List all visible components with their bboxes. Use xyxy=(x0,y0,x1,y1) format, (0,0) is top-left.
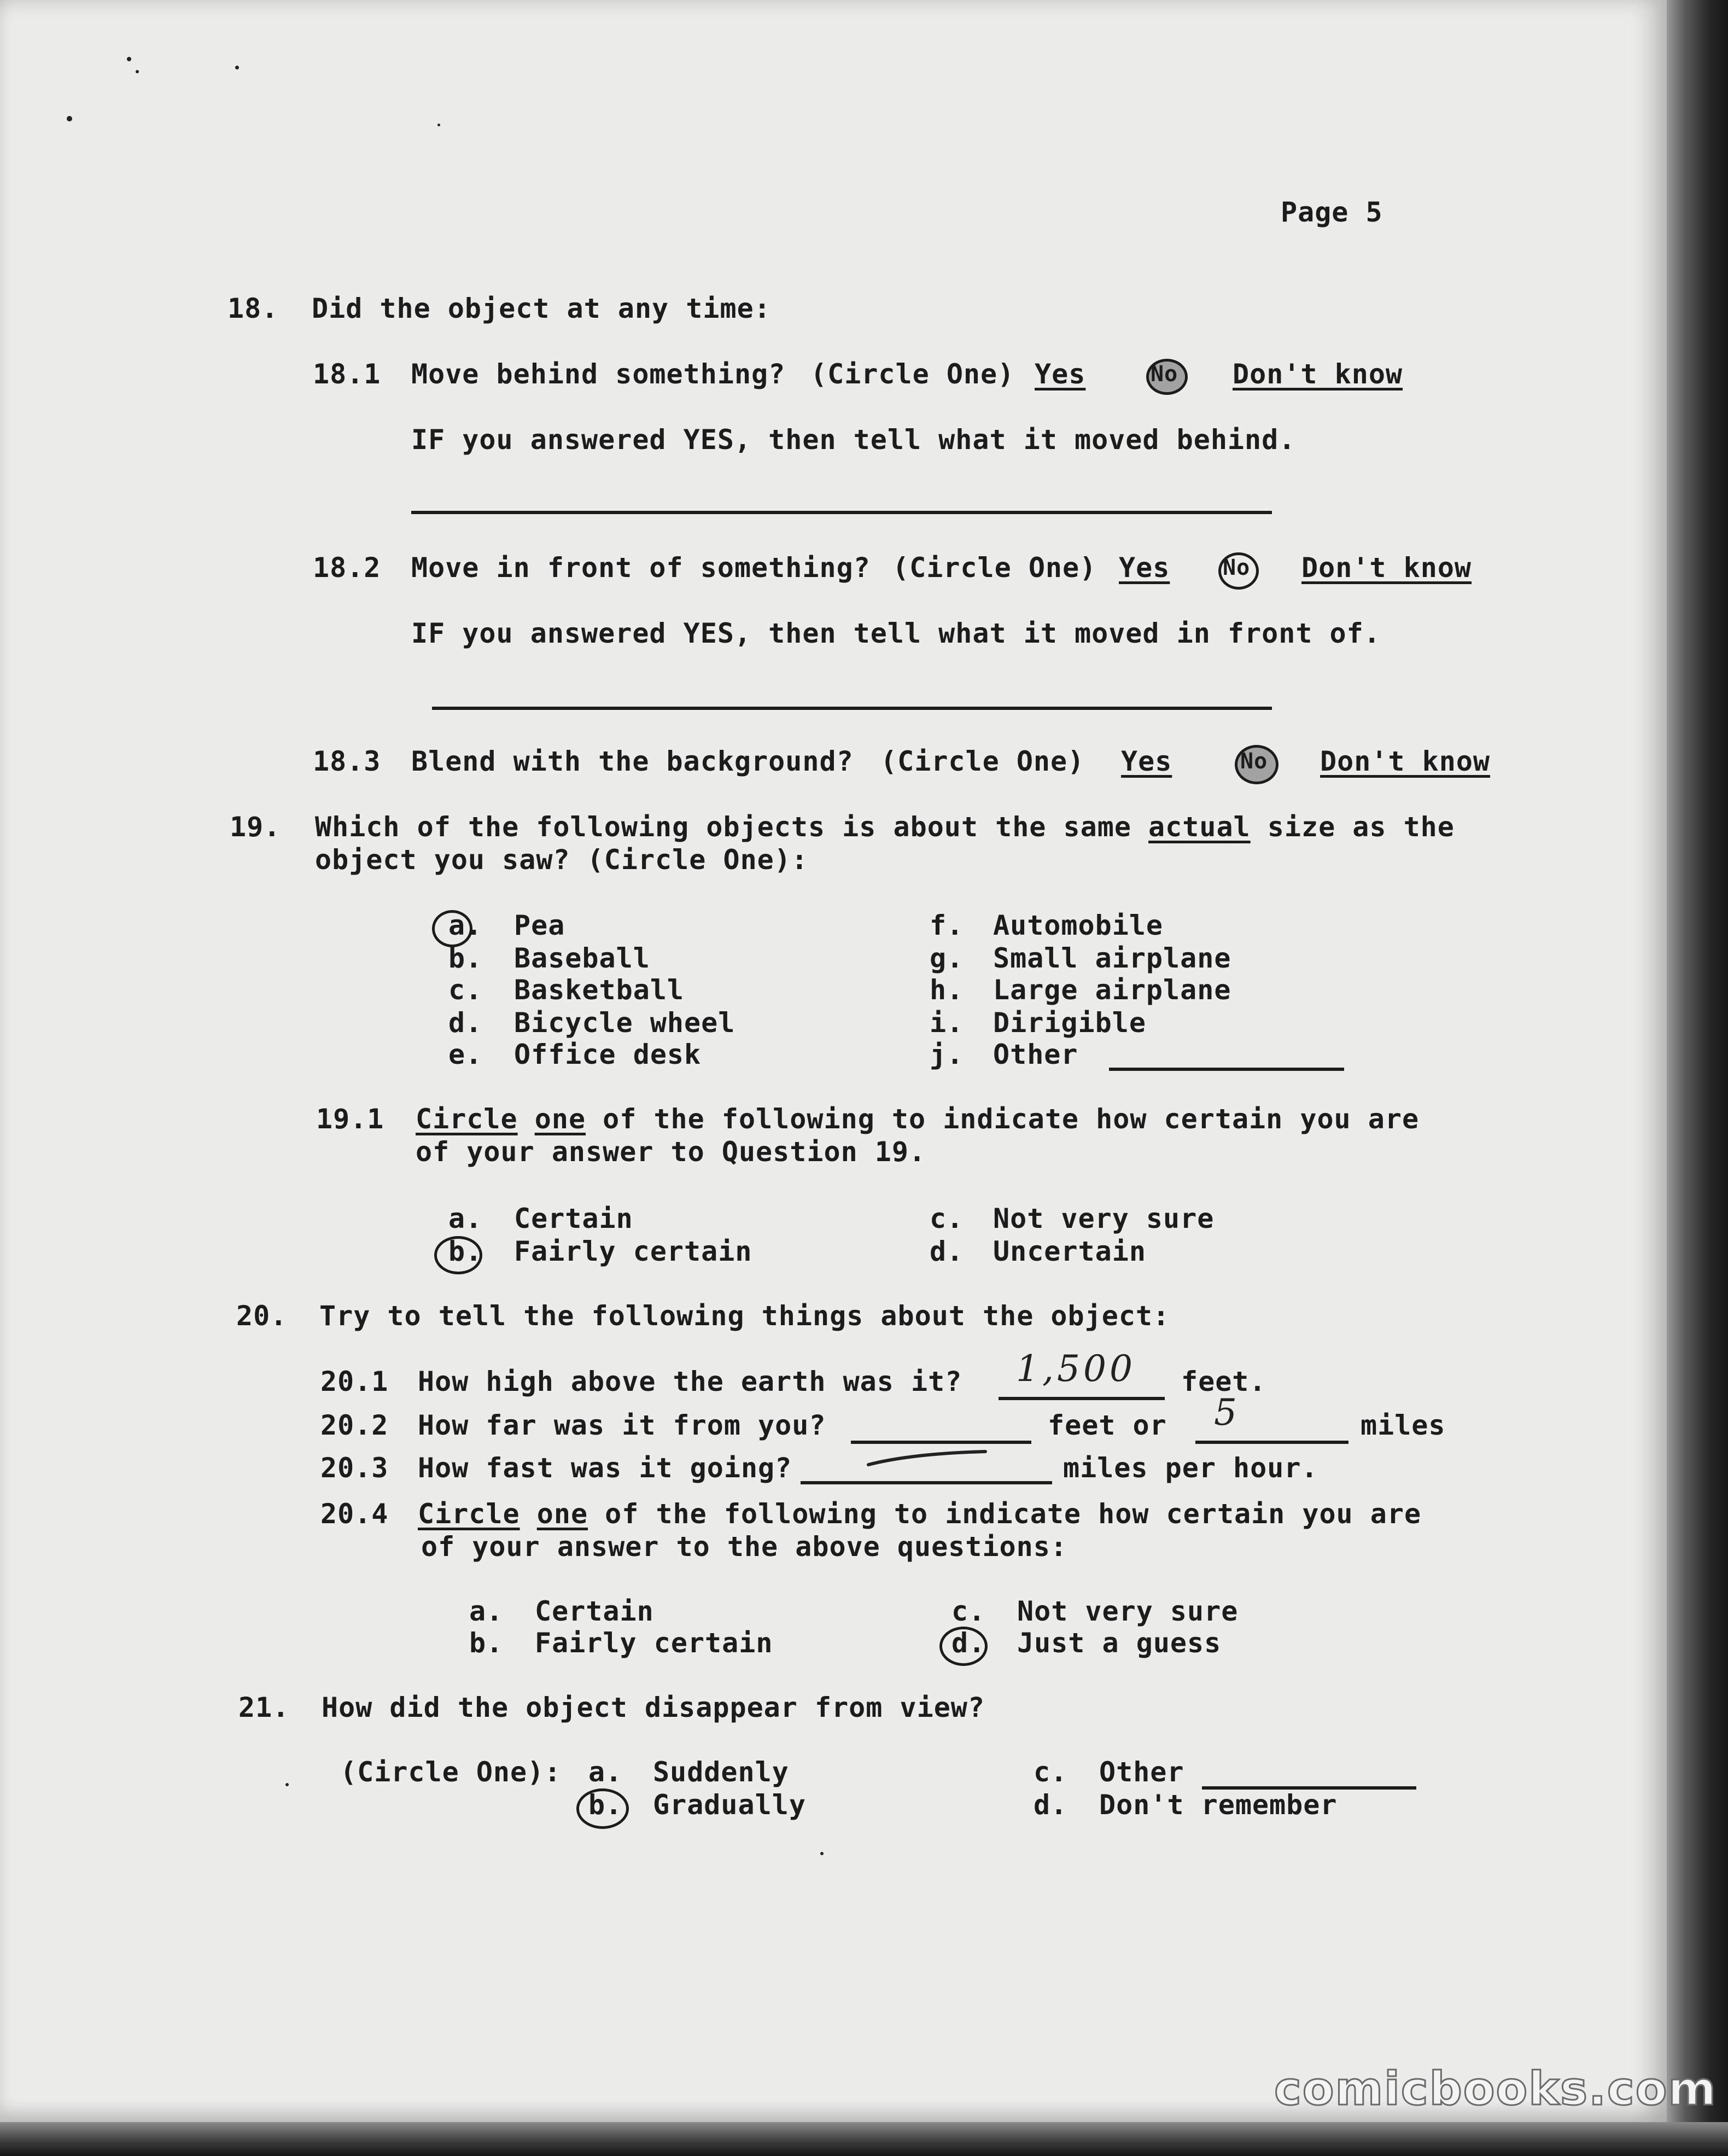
q19-1-option-c-letter[interactable]: c. xyxy=(930,1203,964,1234)
q19-option-c-label[interactable]: Basketball xyxy=(514,974,685,1006)
q19-option-g-letter[interactable]: g. xyxy=(930,942,964,974)
q18-2-answer-line[interactable] xyxy=(432,707,1272,710)
ink-speck xyxy=(67,116,72,121)
q20-3-answer-line[interactable] xyxy=(801,1481,1052,1484)
q20-4-one-word: one xyxy=(536,1498,588,1530)
q18-3-number: 18.3 xyxy=(313,745,381,777)
q19-option-i-letter[interactable]: i. xyxy=(930,1007,964,1039)
q19-1-text-line2: of your answer to Question 19. xyxy=(416,1136,926,1168)
q20-4-option-b-label[interactable]: Fairly certain xyxy=(535,1627,773,1659)
q19-option-d-label[interactable]: Bicycle wheel xyxy=(514,1007,735,1039)
q18-2-option-dont-know[interactable]: Don't know xyxy=(1301,552,1472,584)
q20-4-number: 20.4 xyxy=(320,1498,389,1530)
watermark: comicbooks.com xyxy=(1274,2062,1717,2116)
q19-option-e-label[interactable]: Office desk xyxy=(514,1039,702,1070)
q21-number: 21. xyxy=(238,1692,290,1723)
q20-2-handwritten-miles[interactable]: 5 xyxy=(1214,1391,1240,1434)
q20-4-option-d-letter[interactable]: d. xyxy=(951,1627,986,1659)
q20-3-number: 20.3 xyxy=(320,1452,389,1484)
q20-1-handwritten-answer[interactable]: 1,500 xyxy=(1016,1348,1136,1390)
q20-number: 20. xyxy=(236,1300,288,1332)
q18-2-no-circle-mark xyxy=(1218,552,1259,590)
q19-1-option-b-letter[interactable]: b. xyxy=(448,1236,483,1267)
q20-4-text-post: of the following to indicate how certain you are xyxy=(588,1498,1422,1530)
q20-2-feet-line[interactable] xyxy=(851,1441,1031,1444)
q19-1-option-a-letter[interactable]: a. xyxy=(448,1203,483,1234)
q21-option-d-label[interactable]: Don't remember xyxy=(1099,1789,1338,1821)
q19-option-d-letter[interactable]: d. xyxy=(448,1007,483,1039)
q18-1-text: Move behind something? xyxy=(411,358,786,390)
q20-2-miles-line[interactable] xyxy=(1195,1441,1348,1444)
q19-1-option-c-label[interactable]: Not very sure xyxy=(993,1203,1215,1234)
q20-3-text: How fast was it going? xyxy=(418,1452,792,1484)
q19-other-blank[interactable] xyxy=(1109,1068,1344,1071)
q18-1-circle-prompt: (Circle One) xyxy=(810,358,1015,390)
q19-1-option-b-label[interactable]: Fairly certain xyxy=(514,1236,752,1267)
q20-text: Try to tell the following things about the object: xyxy=(319,1300,1170,1332)
q20-1-unit: feet. xyxy=(1181,1366,1266,1397)
q19-option-h-label[interactable]: Large airplane xyxy=(993,974,1231,1006)
q18-3-option-no[interactable]: No xyxy=(1240,749,1268,774)
q21-option-b-label[interactable]: Gradually xyxy=(653,1789,806,1821)
q21-option-d-letter[interactable]: d. xyxy=(1034,1789,1068,1821)
q20-3-dash-mark xyxy=(864,1448,990,1470)
page-number: Page 5 xyxy=(1281,196,1383,228)
q19-option-e-letter[interactable]: e. xyxy=(448,1039,483,1070)
q19-1-option-a-label[interactable]: Certain xyxy=(514,1203,633,1234)
q19-1-text-line1 xyxy=(416,1103,1419,1135)
q20-4-text-line1 xyxy=(418,1497,1421,1530)
q18-3-text: Blend with the background? xyxy=(411,745,854,777)
q18-1-number: 18.1 xyxy=(313,358,381,390)
q18-2-follow-up: IF you answered YES, then tell what it moved in front of. xyxy=(411,617,1381,649)
q19-1-option-d-letter[interactable]: d. xyxy=(930,1236,964,1267)
q20-4-option-c-label[interactable]: Not very sure xyxy=(1017,1595,1239,1627)
q18-2-text: Move in front of something? xyxy=(411,552,871,584)
q19-text-line2: object you saw? (Circle One): xyxy=(315,844,808,876)
q19-option-a-label[interactable]: Pea xyxy=(514,910,565,941)
q18-3-no-circle-mark xyxy=(1235,745,1279,784)
q20-2-text: How far was it from you? xyxy=(418,1409,826,1441)
q18-3-option-yes[interactable]: Yes xyxy=(1121,745,1172,777)
q19-option-i-label[interactable]: Dirigible xyxy=(993,1007,1146,1039)
q20-4-option-a-label[interactable]: Certain xyxy=(535,1595,654,1627)
q21-option-c-label[interactable]: Other xyxy=(1099,1756,1184,1788)
ink-speck xyxy=(235,66,239,69)
q19-option-f-label[interactable]: Automobile xyxy=(993,910,1164,941)
q20-4-space xyxy=(520,1498,537,1530)
q21-option-a-label[interactable]: Suddenly xyxy=(653,1756,789,1788)
q19-1-space xyxy=(518,1103,535,1135)
q20-3-unit: miles per hour. xyxy=(1063,1452,1318,1484)
scan-edge-right xyxy=(1667,0,1728,2156)
q19-option-b-label[interactable]: Baseball xyxy=(514,942,650,974)
q19-option-c-letter[interactable]: c. xyxy=(448,974,483,1006)
q19-option-h-letter[interactable]: h. xyxy=(930,974,964,1006)
q21-circle-prompt: (Circle One): xyxy=(340,1756,562,1788)
q21-option-b-letter[interactable]: b. xyxy=(588,1789,623,1821)
q20-2-unit-feet: feet or xyxy=(1048,1409,1167,1441)
scan-edge-bottom xyxy=(0,2122,1728,2156)
q19-option-j-letter[interactable]: j. xyxy=(930,1039,964,1070)
q19-1-text-post: of the following to indicate how certain you are xyxy=(586,1103,1420,1135)
q20-4-option-a-letter[interactable]: a. xyxy=(469,1595,504,1627)
q20-4-option-c-letter[interactable]: c. xyxy=(951,1595,986,1627)
q20-4-option-b-letter[interactable]: b. xyxy=(469,1627,504,1659)
q20-4-circle-word: Circle xyxy=(418,1498,520,1530)
q19-text-pre: Which of the following objects is about the same xyxy=(315,811,1149,843)
q20-4-text-line2: of your answer to the above questions: xyxy=(421,1531,1067,1563)
q21-text: How did the object disappear from view? xyxy=(322,1692,985,1723)
q18-2-number: 18.2 xyxy=(313,552,381,584)
q19-text-line1 xyxy=(315,811,1455,843)
q21-option-c-letter[interactable]: c. xyxy=(1034,1756,1068,1788)
q18-1-option-yes[interactable]: Yes xyxy=(1035,358,1086,390)
q19-1-circle-word: Circle xyxy=(416,1103,518,1135)
q19-option-f-letter[interactable]: f. xyxy=(930,910,964,941)
q19-number: 19. xyxy=(230,811,281,843)
ink-speck xyxy=(437,124,440,126)
q20-1-answer-line[interactable] xyxy=(999,1397,1165,1400)
q18-1-follow-up: IF you answered YES, then tell what it moved behind. xyxy=(411,424,1296,456)
q18-1-option-dont-know[interactable]: Don't know xyxy=(1233,358,1403,390)
q18-3-option-dont-know[interactable]: Don't know xyxy=(1320,745,1491,777)
q19-text-post: size as the xyxy=(1250,811,1455,843)
ink-speck xyxy=(136,70,139,73)
q18-2-option-no[interactable]: No xyxy=(1223,555,1251,580)
q20-4-option-d-label[interactable]: Just a guess xyxy=(1017,1627,1222,1659)
q18-2-option-yes[interactable]: Yes xyxy=(1119,552,1170,584)
q18-2-circle-prompt: (Circle One) xyxy=(892,552,1097,584)
q19-1-option-d-label[interactable]: Uncertain xyxy=(993,1236,1146,1267)
q19-option-a-letter[interactable]: a. xyxy=(448,910,483,941)
q20-1-text: How high above the earth was it? xyxy=(418,1366,962,1397)
q18-1-option-no[interactable]: No xyxy=(1151,362,1178,387)
q18-number: 18. xyxy=(227,293,279,324)
q20-2-unit-miles: miles xyxy=(1361,1409,1446,1441)
q18-3-circle-prompt: (Circle One) xyxy=(880,745,1085,777)
q18-1-answer-line[interactable] xyxy=(411,511,1272,514)
q20-2-number: 20.2 xyxy=(320,1409,389,1441)
ink-speck xyxy=(127,57,131,61)
q19-option-j-label[interactable]: Other xyxy=(993,1039,1078,1070)
q19-1-number: 19.1 xyxy=(316,1103,384,1135)
q19-option-b-letter[interactable]: b. xyxy=(448,942,483,974)
ink-speck xyxy=(820,1852,824,1855)
ink-speck xyxy=(285,1783,289,1786)
q18-text: Did the object at any time: xyxy=(312,293,771,324)
q19-1-one-word: one xyxy=(534,1103,586,1135)
q19-option-g-label[interactable]: Small airplane xyxy=(993,942,1231,974)
q18-1-no-circle-mark xyxy=(1146,359,1188,395)
q20-1-number: 20.1 xyxy=(320,1366,389,1397)
q19-text-actual: actual xyxy=(1148,811,1251,843)
q21-option-a-letter[interactable]: a. xyxy=(588,1756,623,1788)
